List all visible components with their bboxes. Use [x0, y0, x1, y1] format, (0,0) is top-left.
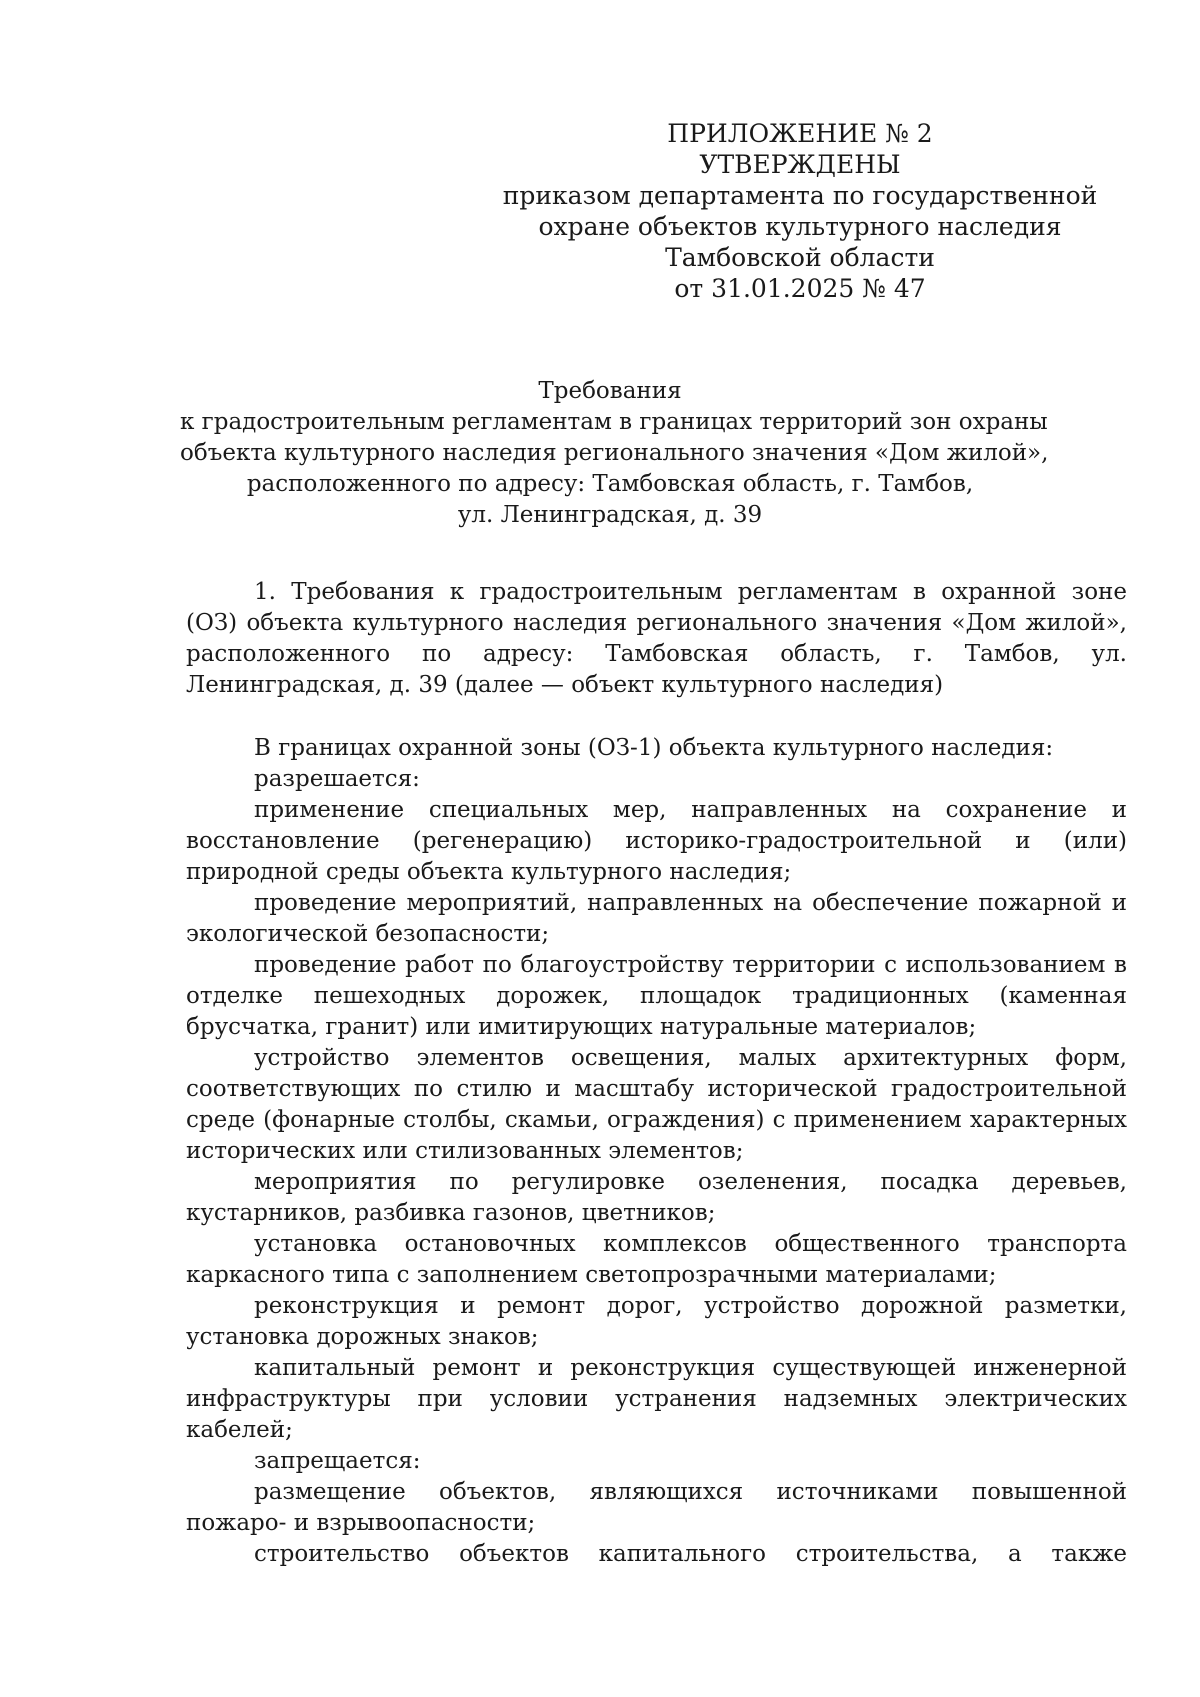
list-item: установка остановочных комплексов общественного транспорта каркасного типа с заполнением светопрозрачными материалами;	[186, 1231, 1127, 1288]
appendix-number: ПРИЛОЖЕНИЕ № 2	[667, 119, 933, 148]
zone-intro: В границах охранной зоны (ОЗ-1) объекта культурного наследия:	[254, 735, 1054, 761]
title-line-5: ул. Ленинградская, д. 39	[457, 502, 763, 528]
order-line-2: охране объектов культурного наследия	[538, 212, 1062, 241]
list-item: реконструкция и ремонт дорог, устройство дорожной разметки, установка дорожных знаков;	[186, 1293, 1127, 1350]
approval-stamp: УТВЕРЖДЕНЫ	[699, 150, 901, 179]
list-item: проведение работ по благоустройству территории с использованием в отделке пешеходных дорожек, площадок традиционных (каменная брусчатка, гранит) или имитирующих натуральные материалов;	[186, 952, 1127, 1040]
section-1-heading: 1. Требования к градостроительным регламентам в охранной зоне (ОЗ) объекта культурного наследия регионального значения «Дом жилой», расположенного по адресу: Тамбовская область, г. Тамбов, ул. Ленинградская, д. 39 (далее — объект культурного наследия)	[186, 579, 1127, 698]
order-line-3: Тамбовской области	[665, 243, 935, 272]
title-line-2: к градостроительным регламентам в границах территорий зон охраны	[180, 409, 1048, 435]
list-item: устройство элементов освещения, малых архитектурных форм, соответствующих по стилю и масштабу исторической градостроительной среде (фонарные столбы, скамьи, ограждения) с применением характерных исторических или стилизованных элементов;	[186, 1045, 1127, 1164]
title-line-4: расположенного по адресу: Тамбовская область, г. Тамбов,	[246, 471, 974, 497]
order-date-number: от 31.01.2025 № 47	[674, 274, 926, 303]
title-line-1: Требования	[538, 378, 682, 404]
list-item: проведение мероприятий, направленных на обеспечение пожарной и экологической безопасности;	[186, 890, 1127, 947]
document-title	[180, 376, 1049, 531]
title-line-3: объекта культурного наследия регионального значения «Дом жилой»,	[180, 440, 1049, 466]
document-body	[186, 577, 1127, 1570]
list-item: размещение объектов, являющихся источниками повышенной пожаро- и взрывоопасности;	[186, 1479, 1127, 1536]
allowed-label: разрешается:	[254, 766, 420, 792]
list-item: строительство объектов капитального строительства, а также	[254, 1541, 1127, 1567]
approval-header	[500, 118, 1100, 304]
list-item: применение специальных мер, направленных на сохранение и восстановление (регенерацию) историко-градостроительной и (или) природной среды объекта культурного наследия;	[186, 797, 1127, 885]
order-line-1: приказом департамента по государственной	[502, 181, 1098, 210]
forbidden-label: запрещается:	[254, 1448, 421, 1474]
list-item: капитальный ремонт и реконструкция существующей инженерной инфраструктуры при условии устранения надземных электрических кабелей;	[186, 1355, 1127, 1443]
list-item: мероприятия по регулировке озеленения, посадка деревьев, кустарников, разбивка газонов, цветников;	[186, 1169, 1127, 1226]
